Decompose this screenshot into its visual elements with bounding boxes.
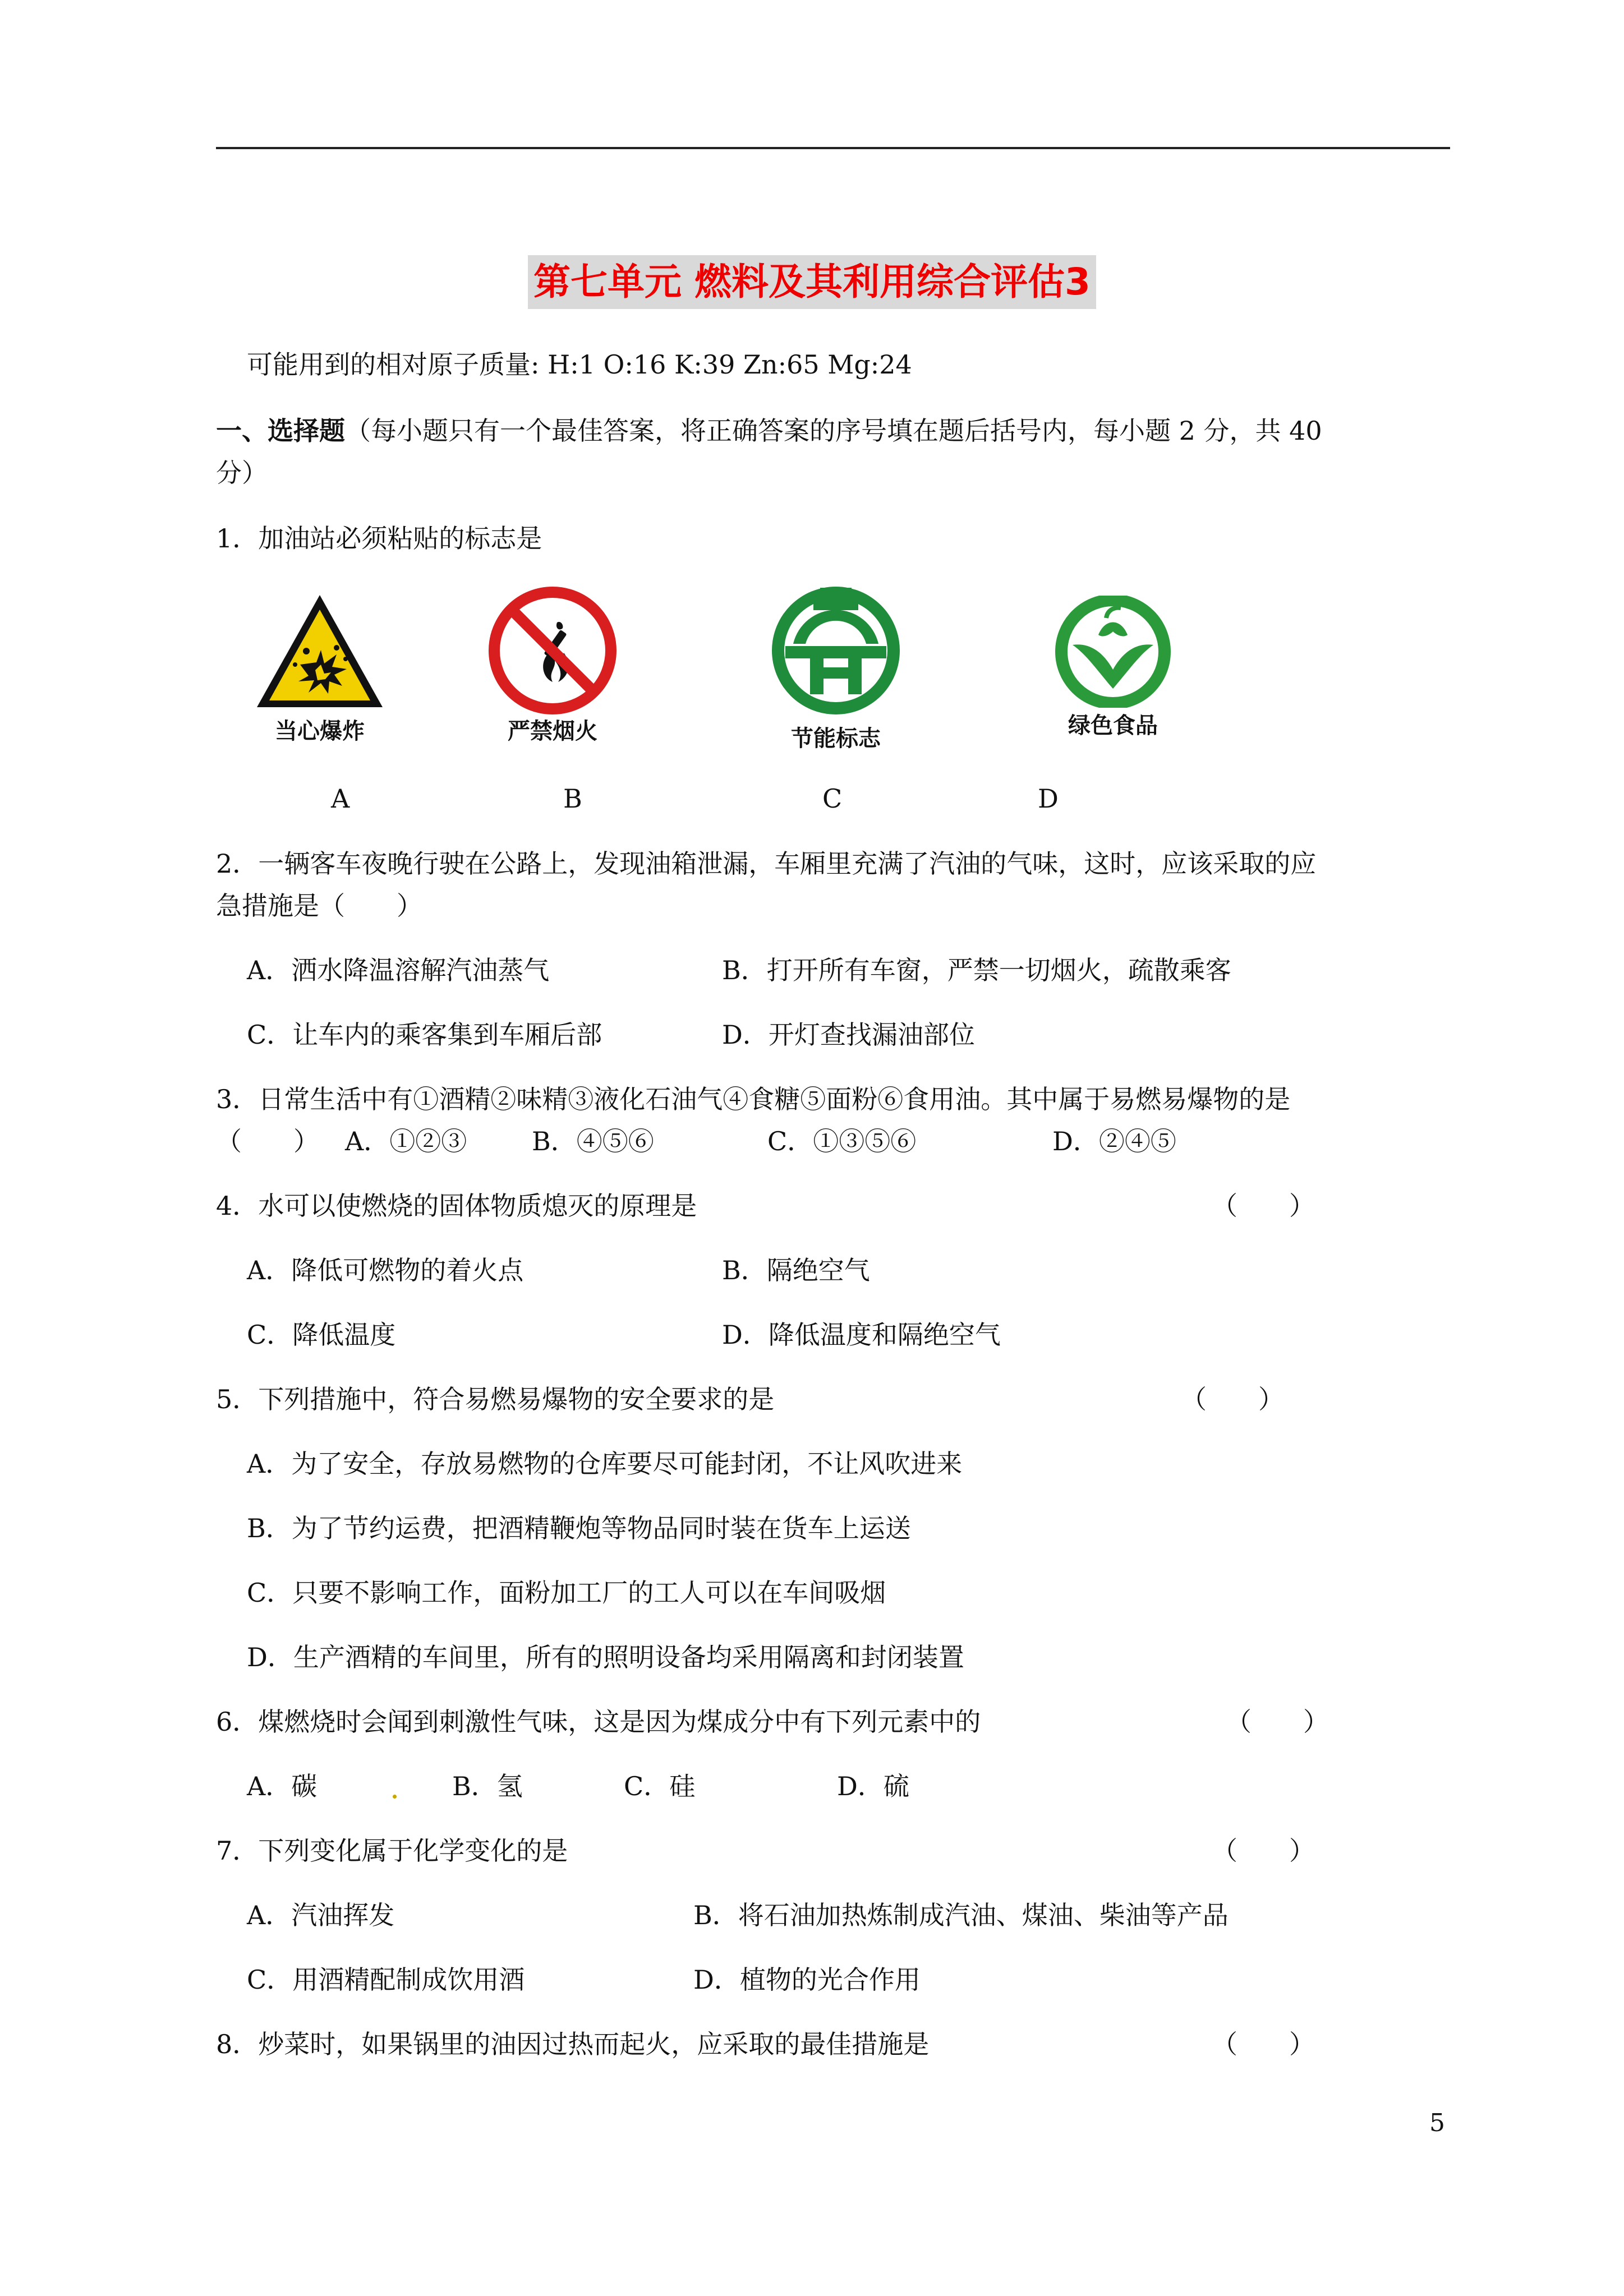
sign-b-caption: 严禁烟火: [508, 718, 597, 744]
sign-d-caption: 绿色食品: [1068, 713, 1158, 739]
question-8-answer-paren: （ ）: [1212, 2029, 1315, 2059]
question-4-option-b: B．隔绝空气: [722, 1255, 870, 1285]
question-4-stem: 4．水可以使燃烧的固体物质熄灭的原理是: [216, 1191, 697, 1221]
page-number: 5: [1429, 2109, 1445, 2137]
question-5-option-a: A．为了安全，存放易燃物的仓库要尽可能封闭，不让风吹进来: [247, 1449, 963, 1479]
question-4-answer-paren: （ ）: [1212, 1191, 1315, 1221]
question-5-answer-paren: （ ）: [1181, 1384, 1284, 1414]
question-2-stem-line-1: 2．一辆客车夜晚行驶在公路上，发现油箱泄漏，车厢里充满了汽油的气味，这时，应该采取的应: [216, 849, 1317, 879]
question-2-option-a: A．洒水降温溶解汽油蒸气: [247, 955, 550, 985]
question-6-answer-paren: （ ）: [1226, 1707, 1329, 1737]
header-rule: [216, 147, 1450, 149]
section-one-line: [216, 414, 1322, 448]
sign-a-caption: 当心爆炸: [275, 718, 365, 744]
question-6-option-d: D．硫: [837, 1771, 909, 1801]
section-one-instruction-cont: 分）: [216, 458, 268, 488]
question-7-stem: 7．下列变化属于化学变化的是: [216, 1836, 568, 1866]
question-4-option-c: C．降低温度: [247, 1320, 396, 1350]
page-title: 第七单元 燃料及其利用综合评估3: [528, 255, 1096, 309]
sign-c-letter: C: [822, 783, 843, 814]
title-wrap: [0, 255, 1624, 309]
question-3-answer-paren: （ ）: [216, 1126, 319, 1156]
question-3-option-c: C．①③⑤⑥: [767, 1126, 917, 1156]
question-7-option-b: B．将石油加热炼制成汽油、煤油、柴油等产品: [693, 1900, 1229, 1930]
stray-mark: [393, 1795, 397, 1799]
question-6-stem: 6．煤燃烧时会闻到刺激性气味，这是因为煤成分中有下列元素中的: [216, 1707, 981, 1737]
question-5-option-c: C．只要不影响工作，面粉加工厂的工人可以在车间吸烟: [247, 1578, 886, 1608]
question-3-option-d: D．②④⑤: [1052, 1126, 1176, 1156]
question-4-option-d: D．降低温度和隔绝空气: [722, 1320, 1001, 1350]
question-8-stem: 8．炒菜时，如果锅里的油因过热而起火，应采取的最佳措施是: [216, 2029, 930, 2059]
section-one-instruction: （每小题只有一个最佳答案，将正确答案的序号填在题后括号内，每小题 2 分，共 40: [345, 416, 1322, 446]
question-2-option-c: C．让车内的乘客集到车厢后部: [247, 1020, 602, 1050]
question-7-option-c: C．用酒精配制成饮用酒: [247, 1965, 525, 1995]
question-5-stem: 5．下列措施中，符合易燃易爆物的安全要求的是: [216, 1384, 775, 1414]
question-5-option-d: D．生产酒精的车间里，所有的照明设备均采用隔离和封闭装置: [247, 1642, 964, 1672]
atomic-masses-note: 可能用到的相对原子质量: H:1 O:16 K:39 Zn:65 Mg:24: [247, 349, 912, 380]
question-7-option-a: A．汽油挥发: [247, 1900, 395, 1930]
question-3-option-a: A．①②③: [345, 1126, 467, 1156]
question-6-option-a: A．碳: [247, 1771, 318, 1801]
question-1-stem: 1．加油站必须粘贴的标志是: [216, 523, 542, 554]
explosion-warning-icon: [252, 592, 387, 714]
section-one-heading: 一、选择题: [216, 416, 345, 446]
question-6-option-c: C．硅: [624, 1771, 696, 1801]
energy-saving-icon: [769, 583, 903, 720]
question-3-option-b: B．④⑤⑥: [532, 1126, 654, 1156]
question-6-option-b: B．氢: [452, 1771, 523, 1801]
question-2-stem-line-2: 急措施是（ ）: [216, 891, 422, 921]
sign-b-letter: B: [563, 783, 582, 814]
no-fire-icon: [485, 583, 620, 720]
sign-a-letter: A: [331, 783, 350, 814]
question-3-stem: 3．日常生活中有①酒精②味精③液化石油气④食糖⑤面粉⑥食用油。其中属于易燃易爆物的是: [216, 1084, 1291, 1114]
question-7-option-d: D．植物的光合作用: [693, 1965, 921, 1995]
question-4-option-a: A．降低可燃物的着火点: [247, 1255, 524, 1285]
sign-d-letter: D: [1038, 783, 1059, 814]
sign-c-caption: 节能标志: [791, 726, 881, 751]
question-5-option-b: B．为了节约运费，把酒精鞭炮等物品同时装在货车上运送: [247, 1513, 911, 1543]
question-7-answer-paren: （ ）: [1212, 1836, 1315, 1866]
question-2-option-d: D．开灯查找漏油部位: [722, 1020, 975, 1050]
question-2-option-b: B．打开所有车窗，严禁一切烟火，疏散乘客: [722, 955, 1231, 985]
green-food-icon: [1050, 596, 1176, 710]
